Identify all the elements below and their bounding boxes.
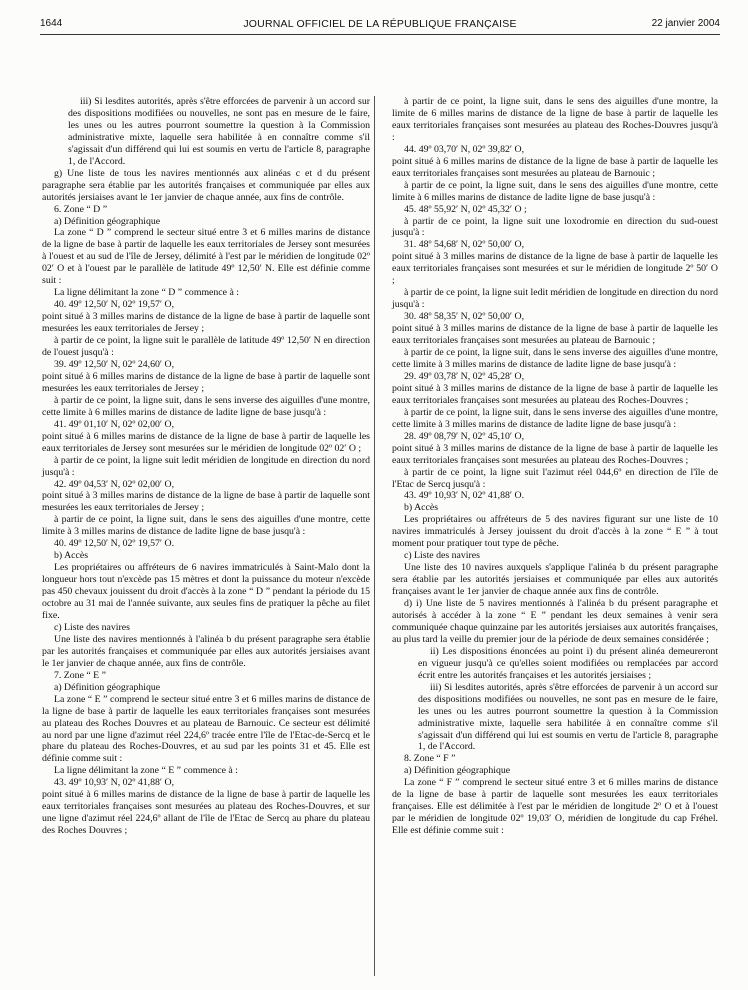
paragraph: à partir de ce point, la ligne suit ledit méridien de longitude en direction du nord jusqu'à : xyxy=(42,454,370,478)
paragraph: 7. Zone “ E ” xyxy=(54,669,106,681)
paragraph: b) Accès xyxy=(54,550,89,562)
journal-title: JOURNAL OFFICIEL DE LA RÉPUBLIQUE FRANÇAISE xyxy=(243,18,517,30)
paragraph: point situé à 3 milles marins de distance de la ligne de base à partir de laquelle les eaux territoriales françaises sont mesurées au plateau des Roches-Douvres ; xyxy=(392,442,718,466)
paragraph: Une liste des 10 navires auxquels s'applique l'alinéa b du présent paragraphe sera établie par les autorités jersiaises et communiquée par elles aux autorités françaises avant le 1er janvier de chaque année aux fins de contrôle. xyxy=(392,562,718,598)
paragraph: Les propriétaires ou affréteurs de 6 navires immatriculés à Saint-Malo dont la longueur hors tout n'excède pas 15 mètres et dont la puissance du moteur n'excède pas 450 chevaux jouissent du droit d'accès à la zone “ D ” pendant la période du 15 octobre au 31 mai de l'année suivante, aux seules fins de pratiquer la pêche au filet fixe. xyxy=(42,562,370,621)
paragraph: d) i) Une liste de 5 navires mentionnés à l'alinéa b du présent paragraphe et autorisés à accéder à la zone “ E ” pendant les deux semaines à venir sera communiquée chaque quinzaine par les autorités jersiaises aux autorités françaises, au plus tard la veille du premier jour de la période de deux semaines considérée ; xyxy=(392,598,718,645)
paragraph: Une liste des navires mentionnés à l'alinéa b du présent paragraphe sera établie par les autorités françaises et communiquée par elles aux autorités jersiaises avant le 1er janvier de chaque année, aux fins de contrôle. xyxy=(42,633,370,669)
paragraph: c) Liste des navires xyxy=(54,621,130,633)
paragraph: à partir de ce point, la ligne suit ledit méridien de longitude en direction du nord jusqu'à : xyxy=(392,287,718,311)
paragraph: point situé à 6 milles marins de distance de la ligne de base à partir de laquelle les eaux territoriales de Jersey sont mesurées sur le méridien de longitude 02º 02′ O ; xyxy=(42,430,370,454)
paragraph: point situé à 6 milles marins de distance de la ligne de base à partir de laquelle les eaux territoriales françaises sont mesurées au plateau des Roches-Douvres, et sur une ligne d'azimut réel 224,6º allant de l'île de l'Etac de Sercq au phare du plateau des Roches Douvres ; xyxy=(42,789,370,837)
paragraph: c) Liste des navires xyxy=(404,550,480,562)
paragraph: La ligne délimitant la zone “ D ” commence à : xyxy=(54,287,239,299)
paragraph: La zone “ F ” comprend le secteur situé entre 3 et 6 milles marins de distance de la ligne de base à partir de laquelle sont mesurées les eaux territoriales françaises. Elle est délimitée à l'est par le méridien de longitude 2º O et à l'ouest par le méridien de longitude 02º 19,03′ O, méridien de longitude du cap Fréhel. Elle est définie comme suit : xyxy=(392,777,718,837)
paragraph: 6. Zone “ D ” xyxy=(54,203,108,215)
column-divider xyxy=(374,96,375,976)
paragraph: g) Une liste de tous les navires mentionnés aux alinéas c et d du présent paragraphe sera établie par les autorités françaises et communiquée par elles aux autorités jersiaises avant le 1er janvier de chaque année, aux fins de contrôle. xyxy=(42,167,370,203)
paragraph: La ligne délimitant la zone “ E ” commence à : xyxy=(54,765,238,777)
paragraph: à partir de ce point, la ligne suit, dans le sens inverse des aiguilles d'une montre, cette limite à 6 milles marins de distance de ladite ligne de base jusqu'à : xyxy=(42,394,370,418)
paragraph: iii) Si lesdites autorités, après s'être efforcées de parvenir à un accord sur des dispositions modifiées ou nouvelles, ne sont pas en mesure de le faire, les unes ou les autres pourront soumettre la question à la Commission administrative mixte, laquelle sera habilitée à en connaître comme s'il s'agissait d'un différend qui lui est soumis en vertu de l'article 8, paragraphe 1, de l'Accord. xyxy=(418,681,718,753)
paragraph: 43. 49º 10,93′ N, 02º 41,88′ O, xyxy=(54,777,175,789)
paragraph: 39. 49º 12,50′ N, 02º 24,60′ O, xyxy=(54,358,175,370)
paragraph: point situé à 3 milles marins de distance de la ligne de base à partir de laquelle sont mesurées les eaux territoriales de Jersey ; xyxy=(42,490,370,514)
paragraph: à partir de ce point, la ligne suit, dans le sens inverse des aiguilles d'une montre, cette limite à 3 milles marins de distance de ladite ligne de base jusqu'à : xyxy=(392,347,718,370)
paragraph: 40. 49º 12,50′ N, 02º 19,57′ O, xyxy=(54,299,175,311)
paragraph: 40. 49º 12,50′ N, 02º 19,57′ O. xyxy=(54,538,175,550)
paragraph: point situé à 3 milles marins de distance de la ligne de base à partir de laquelle sont mesurées les eaux territoriales de Jersey ; xyxy=(42,311,370,335)
page-number: 1644 xyxy=(40,18,63,29)
paragraph: point situé à 3 milles marins de distance de la ligne de base à partir de laquelle les eaux territoriales françaises sont mesurées et sur le méridien de longitude 2º 50′ O ; xyxy=(392,251,718,287)
paragraph: point situé à 6 milles marins de distance de la ligne de base à partir de laquelle sont mesurées les eaux territoriales de Jersey ; xyxy=(42,370,370,394)
paragraph: 31. 48º 54,68′ N, 02º 50,00′ O, xyxy=(404,239,525,251)
paragraph: ii) Les dispositions énoncées au point i) du présent alinéa demeureront en vigueur jusqu'à ce qu'elles soient modifiées ou remplacées par accord écrit entre les autorités françaises et les autorités jersiaises ; xyxy=(418,645,718,681)
paragraph: Les propriétaires ou affréteurs de 5 des navires figurant sur une liste de 10 navires immatriculés à Jersey jouissent du droit d'accès à la zone “ E ” à tout moment pour pratiquer tout type de pêche. xyxy=(392,514,718,550)
paragraph: à partir de ce point, la ligne suit l'azimut réel 044,6º en direction de l'île de l'Etac de Sercq jusqu'à : xyxy=(392,466,718,490)
paragraph: à partir de ce point, la ligne suit le parallèle de latitude 49º 12,50′ N en direction de l'ouest jusqu'à : xyxy=(42,335,370,359)
paragraph: La zone “ D ” comprend le secteur situé entre 3 et 6 milles marins de distance de la ligne de base à partir de laquelle les eaux territoriales de Jersey sont mesurées à l'ouest et au sud de l'île de Jersey, délimité à l'est par le méridien de longitude 02º 02′ O et à l'ouest par le parallèle de latitude 49º 12,50′ N. Elle est définie comme suit : xyxy=(42,227,370,287)
paragraph: iii) Si lesdites autorités, après s'être efforcées de parvenir à un accord sur des dispositions modifiées ou nouvelles, ne sont pas en mesure de le faire, les unes ou les autres pourront soumettre la question à la Commission administrative mixte, laquelle sera habilitée à en connaître comme s'il s'agissait d'un différend qui lui est soumis en vertu de l'article 8, paragraphe 1, de l'Accord. xyxy=(68,96,370,167)
paragraph: 29. 49º 03,78′ N, 02º 45,28′ O, xyxy=(404,370,525,382)
paragraph: b) Accès xyxy=(404,502,439,514)
paragraph: a) Définition géographique xyxy=(54,215,161,227)
page-header xyxy=(40,6,720,35)
paragraph: point situé à 3 milles marins de distance de la ligne de base à partir de laquelle les eaux territoriales françaises sont mesurées au plateau des Roches-Douvres ; xyxy=(392,382,718,406)
paragraph: 28. 49º 08,79′ N, 02º 45,10′ O, xyxy=(404,430,525,442)
paragraph: a) Définition géographique xyxy=(404,765,511,777)
paragraph: point situé à 3 milles marins de distance de la ligne de base à partir de laquelle les eaux territoriales françaises sont mesurées au plateau de Barnouic ; xyxy=(392,323,718,347)
paragraph: 30. 48º 58,35′ N, 02º 50,00′ O, xyxy=(404,311,525,323)
paragraph: 44. 49º 03,70′ N, 02º 39,82′ O, xyxy=(404,143,525,155)
paragraph: à partir de ce point, la ligne suit, dans le sens des aiguilles d'une montre, la limite de 6 milles marins de distance de la ligne de base à partir de laquelle les eaux territoriales françaises sont mesurées au plateau des Roches-Douvres jusqu'à : xyxy=(392,96,718,143)
paragraph: à partir de ce point, la ligne suit, dans le sens des aiguilles d'une montre, cette limite à 6 milles marins de distance de ladite ligne de base jusqu'à : xyxy=(392,179,718,203)
paragraph: a) Définition géographique xyxy=(54,681,161,693)
paragraph: La zone “ E ” comprend le secteur situé entre 3 et 6 milles marins de distance de la ligne de base à partir de laquelle les eaux territoriales françaises sont mesurées au plateau des Roches Douvres et au plateau de Barnouic. Ce secteur est délimité au nord par une ligne d'azimut réel 224,6º tracée entre l'île de l'Etac-de-Sercq et le phare du plateau des Roches-Douvres, et au sud par les points 31 et 45. Elle est définie comme suit : xyxy=(42,693,370,765)
paragraph: à partir de ce point, la ligne suit une loxodromie en direction du sud-ouest jusqu'à : xyxy=(392,215,718,239)
paragraph: à partir de ce point, la ligne suit, dans le sens inverse des aiguilles d'une montre, cette limite à 3 milles marins de distance de ladite ligne de base jusqu'à : xyxy=(392,406,718,430)
paragraph: point situé à 6 milles marins de distance de la ligne de base à partir de laquelle les eaux territoriales françaises sont mesurées au plateau de Barnouic ; xyxy=(392,155,718,179)
paragraph: 8. Zone “ F ” xyxy=(404,753,456,765)
right-column xyxy=(392,96,718,837)
paragraph: 43. 49º 10,93′ N, 02º 41,88′ O. xyxy=(404,490,525,502)
paragraph: 45. 48º 55,92′ N, 02º 45,32′ O ; xyxy=(404,203,527,215)
publication-date: 22 janvier 2004 xyxy=(651,18,720,29)
paragraph: à partir de ce point, la ligne suit, dans le sens des aiguilles d'une montre, cette limite à 3 milles marins de distance de ladite ligne de base jusqu'à : xyxy=(42,514,370,538)
left-column xyxy=(42,96,370,837)
paragraph: 42. 49º 04,53′ N, 02º 02,00′ O, xyxy=(54,478,175,490)
paragraph: 41. 49º 01,10′ N, 02º 02,00′ O, xyxy=(54,418,175,430)
